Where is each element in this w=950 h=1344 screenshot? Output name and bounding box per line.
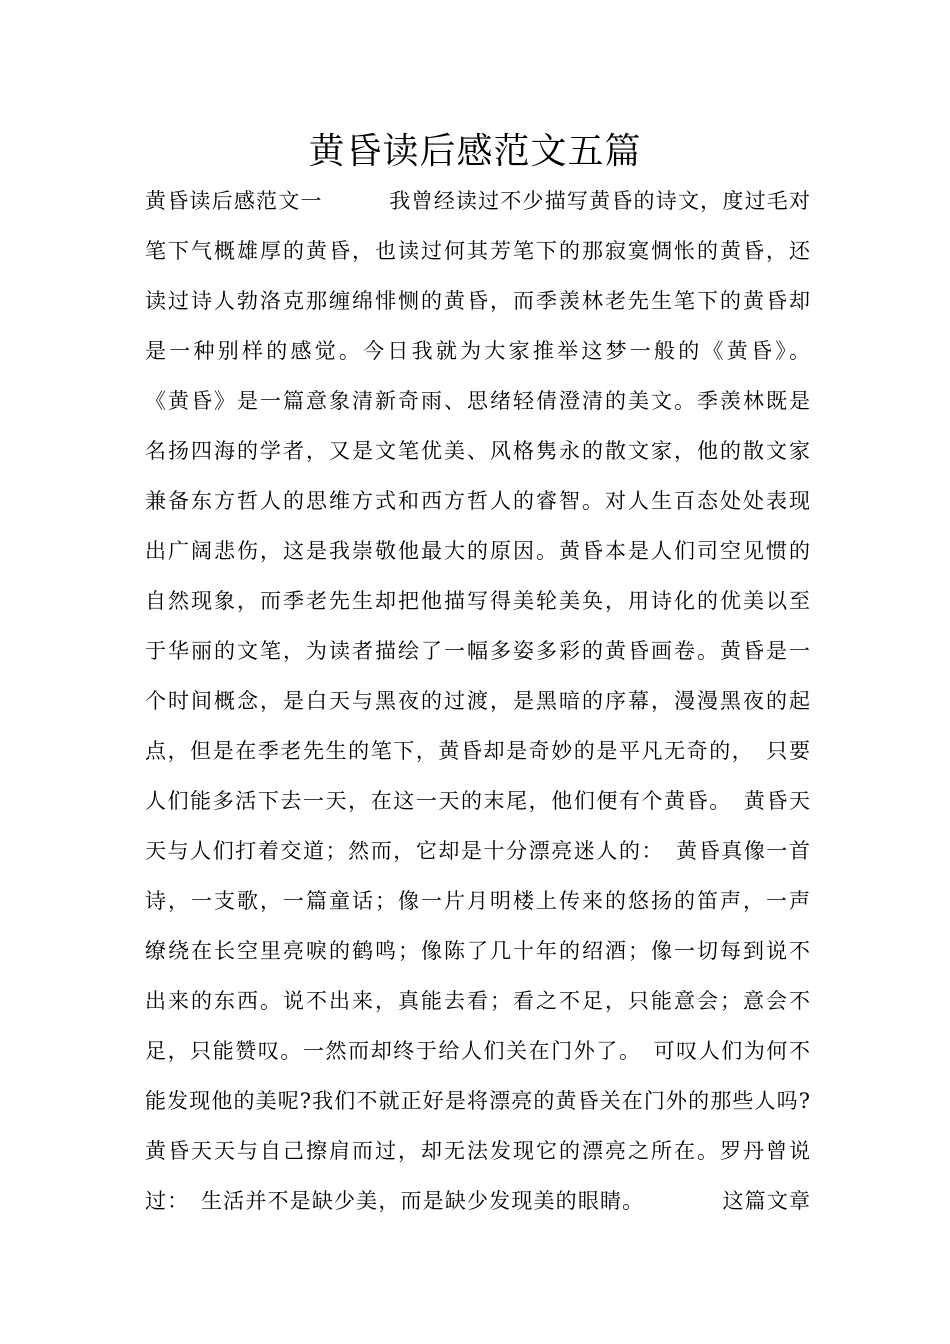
body-line: 点，但是在季老先生的笔下，黄昏却是奇妙的是平凡无奇的， 只要 (145, 739, 810, 763)
document-body (145, 176, 810, 1226)
body-line: 黄昏读后感范文一 我曾经读过不少描写黄昏的诗文，度过毛对 (145, 189, 810, 213)
body-line: 笔下气概雄厚的黄昏，也读过何其芳笔下的那寂寞惆怅的黄昏，还 (145, 239, 810, 263)
body-line: 诗，一支歌，一篇童话；像一片月明楼上传来的悠扬的笛声，一声 (145, 889, 810, 913)
body-line: 名扬四海的学者，又是文笔优美、风格隽永的散文家，他的散文家 (145, 439, 810, 463)
body-line: 能发现他的美呢?我们不就正好是将漂亮的黄昏关在门外的那些人吗? (145, 1089, 810, 1113)
body-line: 于华丽的文笔，为读者描绘了一幅多姿多彩的黄昏画卷。黄昏是一 (145, 639, 810, 663)
document-title: 黄昏读后感范文五篇 (308, 131, 642, 172)
body-line: 兼备东方哲人的思维方式和西方哲人的睿智。对人生百态处处表现 (145, 489, 810, 513)
body-line: 《黄昏》是一篇意象清新奇雨、思绪轻倩澄清的美文。季羡林既是 (145, 389, 810, 413)
body-line: 缭绕在长空里亮唳的鹤鸣；像陈了几十年的绍酒；像一切每到说不 (145, 939, 810, 963)
body-line: 天与人们打着交道；然而，它却是十分漂亮迷人的： 黄昏真像一首 (145, 839, 810, 863)
body-line: 读过诗人勃洛克那缠绵悱恻的黄昏，而季羡林老先生笔下的黄昏却 (145, 289, 810, 313)
body-line: 个时间概念，是白天与黑夜的过渡，是黑暗的序幕，漫漫黑夜的起 (145, 689, 810, 713)
body-line: 是一种别样的感觉。今日我就为大家推举这梦一般的《黄昏》。 (145, 339, 810, 363)
body-line: 过： 生活并不是缺少美，而是缺少发现美的眼睛。 这篇文章 (145, 1189, 810, 1213)
body-line: 足，只能赞叹。一然而却终于给人们关在门外了。 可叹人们为何不 (145, 1039, 810, 1063)
body-line: 出来的东西。说不出来，真能去看；看之不足，只能意会；意会不 (145, 989, 810, 1013)
body-line: 人们能多活下去一天，在这一天的末尾，他们便有个黄昏。 黄昏天 (145, 789, 810, 813)
body-line: 出广阔悲伤，这是我崇敬他最大的原因。黄昏本是人们司空见惯的 (145, 539, 810, 563)
body-line: 自然现象，而季老先生却把他描写得美轮美奂，用诗化的优美以至 (145, 589, 810, 613)
body-line: 黄昏天天与自己擦肩而过，却无法发现它的漂亮之所在。罗丹曾说 (145, 1139, 810, 1163)
